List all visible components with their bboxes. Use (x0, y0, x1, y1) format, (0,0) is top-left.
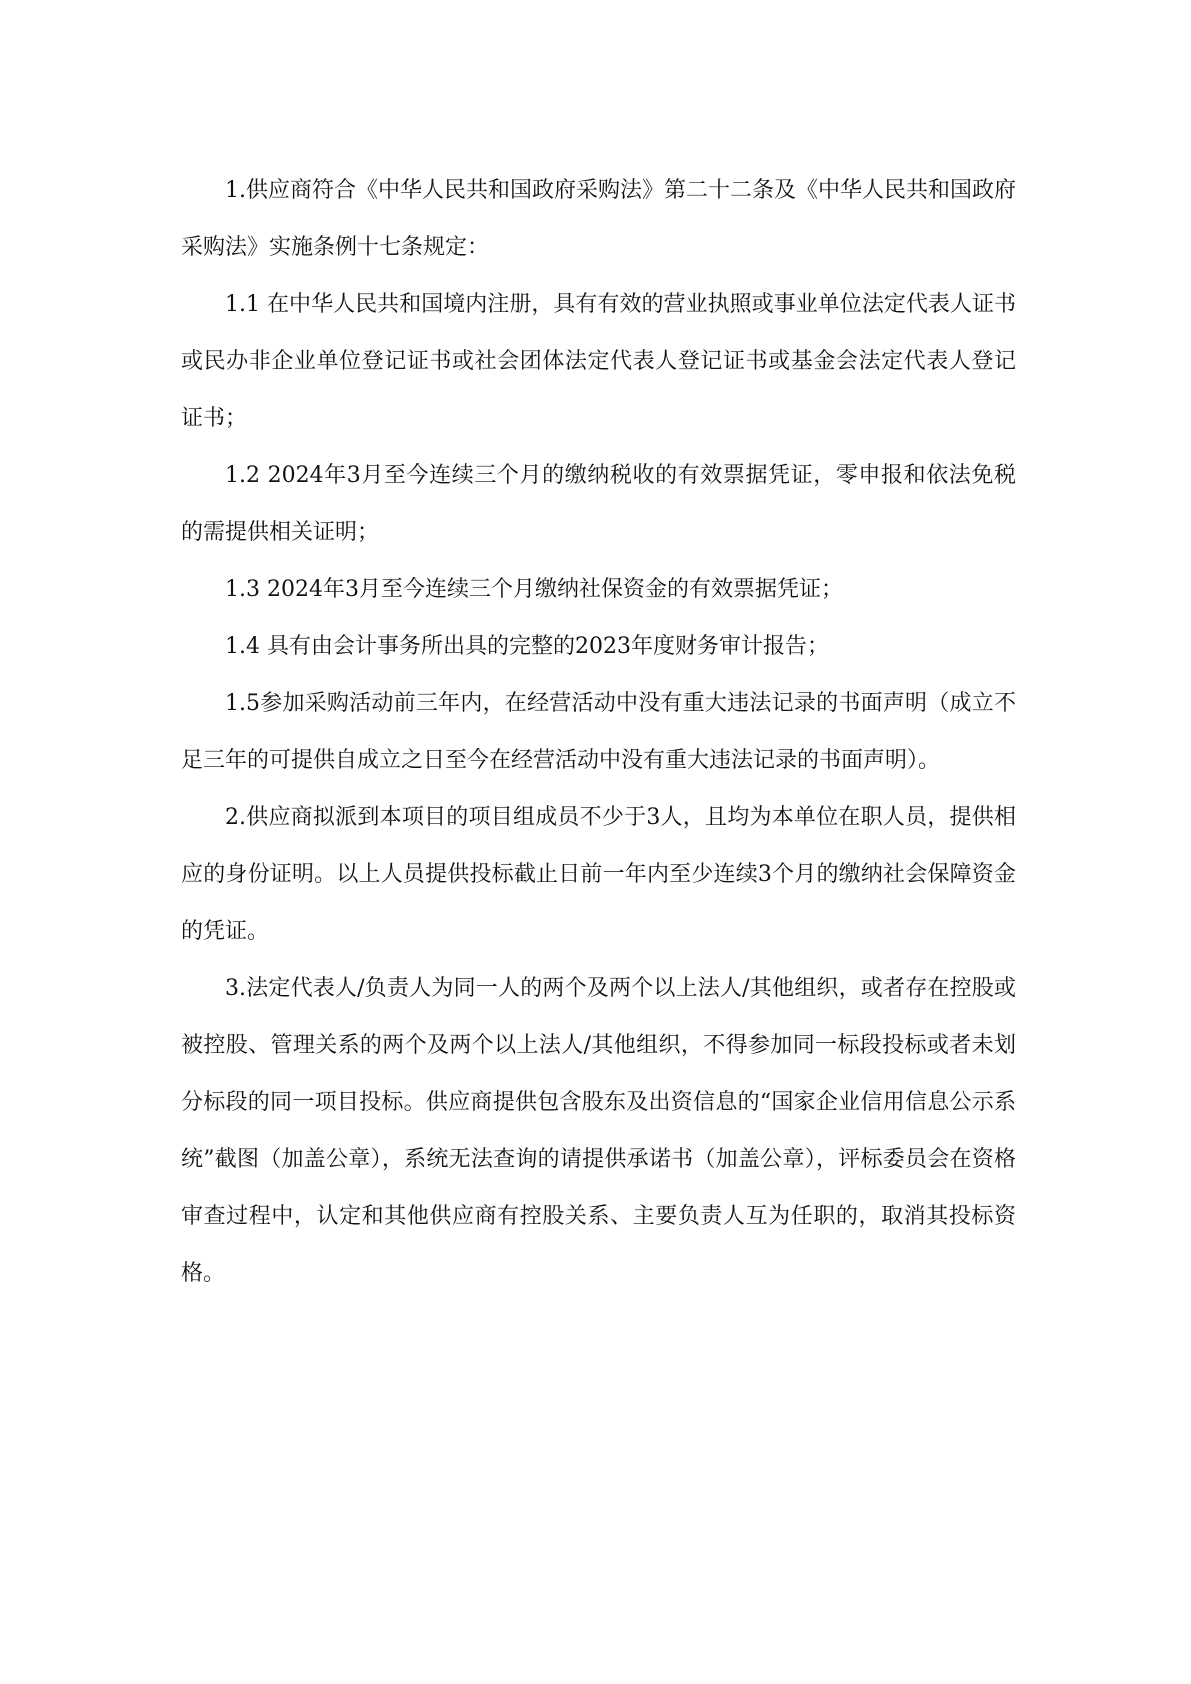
clause-3: 3.法定代表人/负责人为同一人的两个及两个以上法人/其他组织，或者存在控股或被控股、管理关系的两个及两个以上法人/其他组织，不得参加同一标段投标或者未划分标段的同一项目投标。供应商提供包含股东及出资信息的“国家企业信用信息公示系统”截图（加盖公章），系统无法查询的请提供承诺书（加盖公章），评标委员会在资格审查过程中，认定和其他供应商有控股关系、主要负责人互为任职的，取消其投标资格。 (181, 976, 1016, 1286)
clause-1-3: 1.3 2024年3月至今连续三个月缴纳社保资金的有效票据凭证； (225, 577, 843, 602)
clause-1-4: 1.4 具有由会计事务所出具的完整的2023年度财务审计报告； (225, 634, 829, 659)
clause-2: 2.供应商拟派到本项目的项目组成员不少于3人，且均为本单位在职人员，提供相应的身份证明。以上人员提供投标截止日前一年内至少连续3个月的缴纳社会保障资金的凭证。 (181, 805, 1016, 944)
document-body (181, 162, 1016, 1302)
clause-1-1: 1.1 在中华人民共和国境内注册，具有有效的营业执照或事业单位法定代表人证书或民办非企业单位登记证书或社会团体法定代表人登记证书或基金会法定代表人登记证书； (181, 292, 1016, 431)
clause-1-2: 1.2 2024年3月至今连续三个月的缴纳税收的有效票据凭证，零申报和依法免税的需提供相关证明； (181, 463, 1016, 545)
clause-1: 1.供应商符合《中华人民共和国政府采购法》第二十二条及《中华人民共和国政府采购法》实施条例十七条规定： (181, 178, 1016, 260)
clause-1-5: 1.5参加采购活动前三年内，在经营活动中没有重大违法记录的书面声明（成立不足三年的可提供自成立之日至今在经营活动中没有重大违法记录的书面声明）。 (181, 691, 1016, 773)
